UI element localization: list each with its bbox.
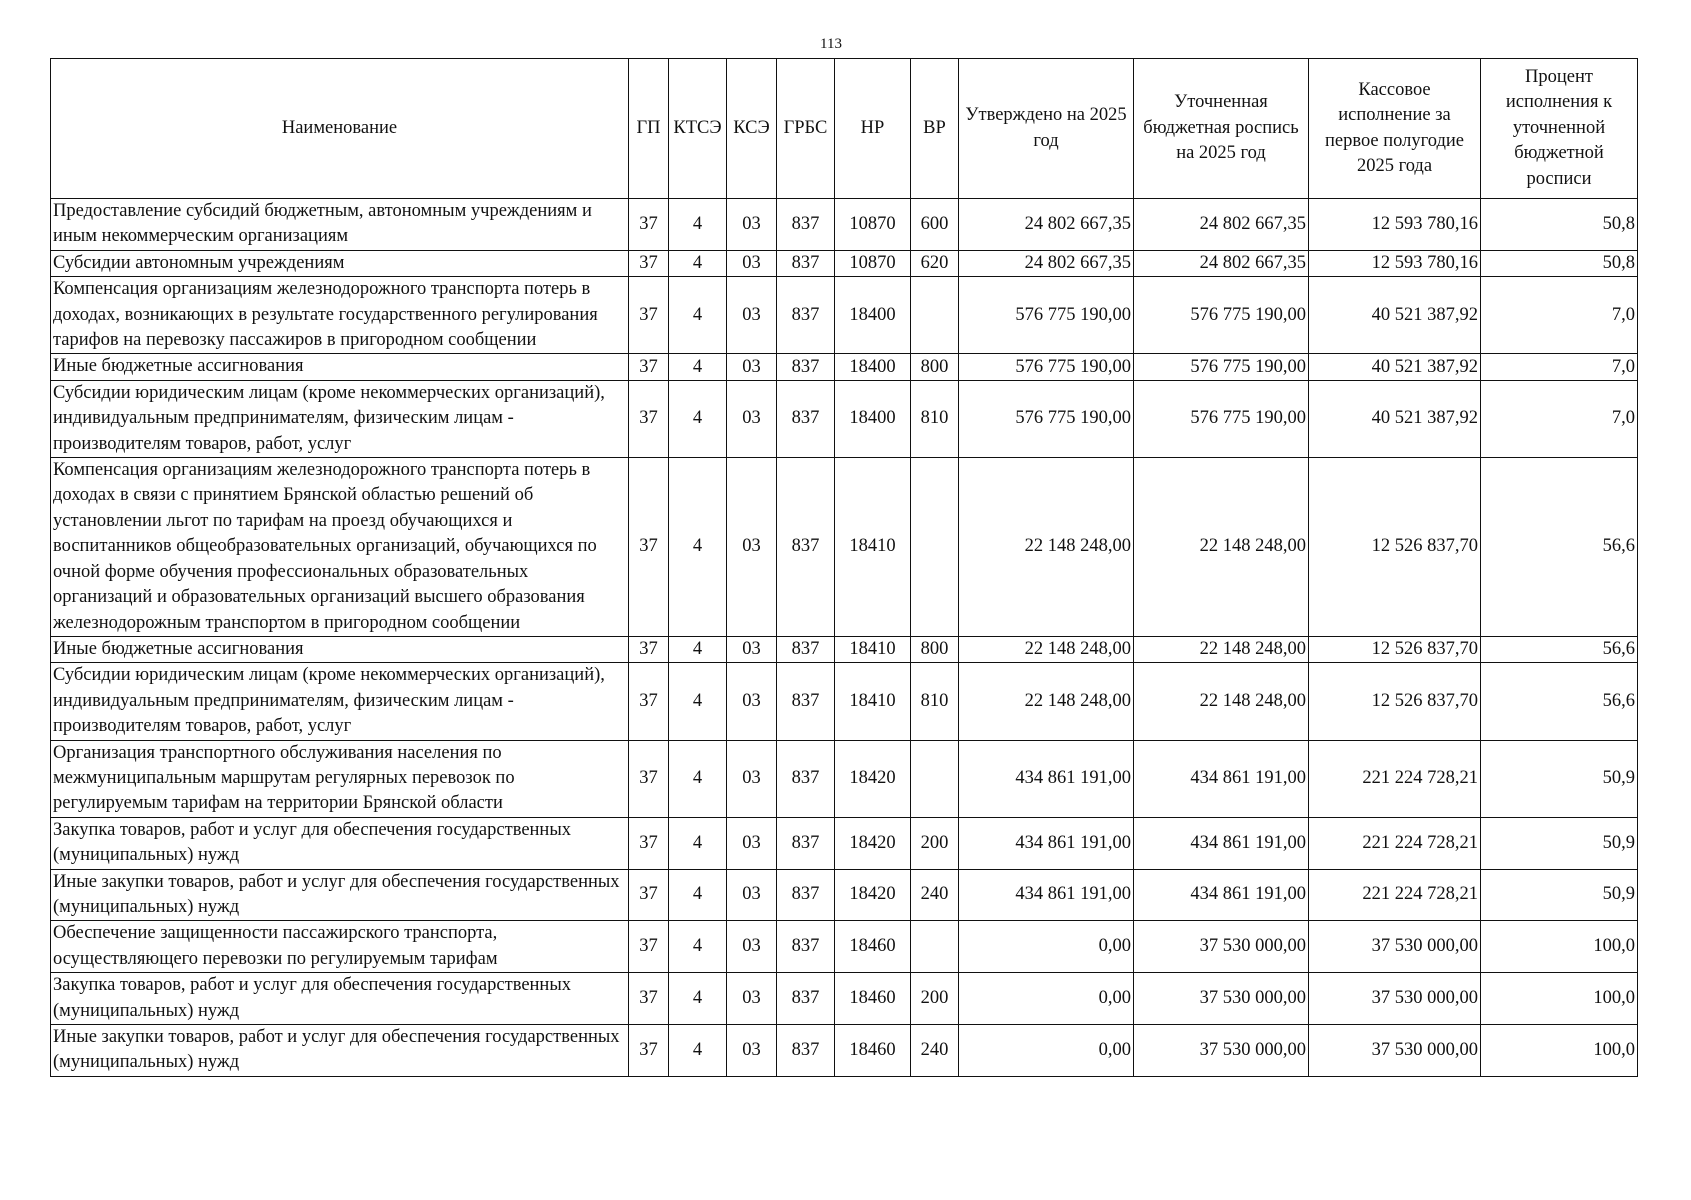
- cell-name: Субсидии юридическим лицам (кроме некоммерческих организаций), индивидуальным предпринимателям, физическим лицам - производителям товаров, работ, услуг: [51, 663, 629, 740]
- cell-grbs: 837: [777, 458, 835, 637]
- cell-approved: 0,00: [959, 1025, 1134, 1077]
- cell-approved: 22 148 248,00: [959, 663, 1134, 740]
- cell-ktse: 4: [669, 1025, 727, 1077]
- cell-grbs: 837: [777, 921, 835, 973]
- header-cash: Кассовое исполнение за первое полугодие 2025 года: [1309, 59, 1481, 199]
- cell-gp: 37: [629, 817, 669, 869]
- header-grbs: ГРБС: [777, 59, 835, 199]
- cell-grbs: 837: [777, 973, 835, 1025]
- cell-np: 18460: [835, 921, 911, 973]
- cell-kse: 03: [727, 354, 777, 380]
- cell-percent: 56,6: [1481, 663, 1638, 740]
- table-row: [51, 250, 1638, 276]
- cell-refined: 37 530 000,00: [1134, 973, 1309, 1025]
- cell-name: Обеспечение защищенности пассажирского транспорта, осуществляющего перевозки по регулируемым тарифам: [51, 921, 629, 973]
- cell-gp: 37: [629, 740, 669, 817]
- cell-kse: 03: [727, 458, 777, 637]
- cell-vr: [911, 277, 959, 354]
- cell-percent: 100,0: [1481, 1025, 1638, 1077]
- cell-refined: 37 530 000,00: [1134, 921, 1309, 973]
- cell-percent: 7,0: [1481, 277, 1638, 354]
- cell-grbs: 837: [777, 380, 835, 457]
- cell-ktse: 4: [669, 869, 727, 921]
- table-row: [51, 636, 1638, 662]
- cell-refined: 24 802 667,35: [1134, 250, 1309, 276]
- header-vr: ВР: [911, 59, 959, 199]
- cell-approved: 434 861 191,00: [959, 740, 1134, 817]
- cell-np: 10870: [835, 250, 911, 276]
- cell-approved: 434 861 191,00: [959, 817, 1134, 869]
- cell-name: Закупка товаров, работ и услуг для обеспечения государственных (муниципальных) нужд: [51, 973, 629, 1025]
- cell-name: Субсидии автономным учреждениям: [51, 250, 629, 276]
- cell-percent: 50,9: [1481, 869, 1638, 921]
- cell-percent: 100,0: [1481, 973, 1638, 1025]
- table-row: [51, 277, 1638, 354]
- cell-name: Компенсация организациям железнодорожного транспорта потерь в доходах в связи с принятием Брянской областью решений об установлении льгот по тарифам на проезд обучающихся и воспитанников общеобразовательных организаций, обучающихся по очной форме обучения профессиональных образовательных организаций и образовательных организаций высшего образования железнодорожным транспортом в пригородном сообщении: [51, 458, 629, 637]
- budget-execution-table: [50, 58, 1638, 1077]
- cell-cash: 37 530 000,00: [1309, 921, 1481, 973]
- cell-cash: 12 593 780,16: [1309, 199, 1481, 251]
- header-ktse: КТСЭ: [669, 59, 727, 199]
- cell-refined: 24 802 667,35: [1134, 199, 1309, 251]
- cell-approved: 24 802 667,35: [959, 199, 1134, 251]
- cell-ktse: 4: [669, 921, 727, 973]
- cell-kse: 03: [727, 1025, 777, 1077]
- cell-ktse: 4: [669, 636, 727, 662]
- cell-refined: 22 148 248,00: [1134, 636, 1309, 662]
- cell-cash: 40 521 387,92: [1309, 354, 1481, 380]
- cell-name: Компенсация организациям железнодорожного транспорта потерь в доходах, возникающих в результате государственного регулирования тарифов на перевозку пассажиров в пригородном сообщении: [51, 277, 629, 354]
- cell-grbs: 837: [777, 199, 835, 251]
- cell-percent: 50,9: [1481, 740, 1638, 817]
- table-row: [51, 973, 1638, 1025]
- cell-np: 10870: [835, 199, 911, 251]
- cell-refined: 434 861 191,00: [1134, 740, 1309, 817]
- cell-np: 18420: [835, 869, 911, 921]
- cell-approved: 0,00: [959, 921, 1134, 973]
- cell-kse: 03: [727, 250, 777, 276]
- cell-gp: 37: [629, 199, 669, 251]
- cell-cash: 221 224 728,21: [1309, 740, 1481, 817]
- cell-refined: 576 775 190,00: [1134, 380, 1309, 457]
- cell-percent: 7,0: [1481, 354, 1638, 380]
- cell-grbs: 837: [777, 277, 835, 354]
- cell-percent: 56,6: [1481, 636, 1638, 662]
- table-row: [51, 740, 1638, 817]
- cell-refined: 576 775 190,00: [1134, 354, 1309, 380]
- cell-refined: 576 775 190,00: [1134, 277, 1309, 354]
- cell-cash: 12 526 837,70: [1309, 636, 1481, 662]
- cell-vr: [911, 458, 959, 637]
- cell-grbs: 837: [777, 636, 835, 662]
- cell-gp: 37: [629, 921, 669, 973]
- cell-grbs: 837: [777, 354, 835, 380]
- cell-np: 18400: [835, 277, 911, 354]
- cell-approved: 576 775 190,00: [959, 277, 1134, 354]
- cell-ktse: 4: [669, 973, 727, 1025]
- cell-approved: 0,00: [959, 973, 1134, 1025]
- header-refined: Уточненная бюджетная роспись на 2025 год: [1134, 59, 1309, 199]
- cell-kse: 03: [727, 817, 777, 869]
- table-header-row: [51, 59, 1638, 199]
- cell-name: Субсидии юридическим лицам (кроме некоммерческих организаций), индивидуальным предпринимателям, физическим лицам - производителям товаров, работ, услуг: [51, 380, 629, 457]
- cell-vr: 240: [911, 869, 959, 921]
- cell-kse: 03: [727, 277, 777, 354]
- cell-ktse: 4: [669, 740, 727, 817]
- cell-vr: 200: [911, 973, 959, 1025]
- cell-cash: 40 521 387,92: [1309, 380, 1481, 457]
- cell-vr: 810: [911, 380, 959, 457]
- cell-np: 18410: [835, 636, 911, 662]
- cell-percent: 100,0: [1481, 921, 1638, 973]
- cell-name: Предоставление субсидий бюджетным, автономным учреждениям и иным некоммерческим организациям: [51, 199, 629, 251]
- cell-vr: 810: [911, 663, 959, 740]
- cell-ktse: 4: [669, 458, 727, 637]
- cell-kse: 03: [727, 636, 777, 662]
- cell-kse: 03: [727, 973, 777, 1025]
- header-np: НР: [835, 59, 911, 199]
- cell-approved: 434 861 191,00: [959, 869, 1134, 921]
- cell-ktse: 4: [669, 817, 727, 869]
- table-row: [51, 663, 1638, 740]
- cell-refined: 434 861 191,00: [1134, 817, 1309, 869]
- cell-kse: 03: [727, 869, 777, 921]
- cell-grbs: 837: [777, 663, 835, 740]
- cell-refined: 37 530 000,00: [1134, 1025, 1309, 1077]
- header-kse: КСЭ: [727, 59, 777, 199]
- cell-gp: 37: [629, 380, 669, 457]
- cell-grbs: 837: [777, 740, 835, 817]
- cell-kse: 03: [727, 380, 777, 457]
- header-approved: Утверждено на 2025 год: [959, 59, 1134, 199]
- table-row: [51, 1025, 1638, 1077]
- cell-grbs: 837: [777, 817, 835, 869]
- cell-cash: 12 526 837,70: [1309, 663, 1481, 740]
- cell-vr: 240: [911, 1025, 959, 1077]
- cell-name: Иные бюджетные ассигнования: [51, 354, 629, 380]
- table-row: [51, 921, 1638, 973]
- cell-ktse: 4: [669, 250, 727, 276]
- cell-gp: 37: [629, 458, 669, 637]
- cell-kse: 03: [727, 740, 777, 817]
- cell-name: Иные бюджетные ассигнования: [51, 636, 629, 662]
- cell-vr: 600: [911, 199, 959, 251]
- cell-np: 18410: [835, 458, 911, 637]
- cell-cash: 221 224 728,21: [1309, 817, 1481, 869]
- cell-percent: 7,0: [1481, 380, 1638, 457]
- cell-name: Иные закупки товаров, работ и услуг для обеспечения государственных (муниципальных) нужд: [51, 869, 629, 921]
- cell-kse: 03: [727, 199, 777, 251]
- table-row: [51, 380, 1638, 457]
- cell-grbs: 837: [777, 1025, 835, 1077]
- cell-vr: 200: [911, 817, 959, 869]
- cell-gp: 37: [629, 354, 669, 380]
- cell-grbs: 837: [777, 250, 835, 276]
- cell-cash: 12 526 837,70: [1309, 458, 1481, 637]
- cell-refined: 22 148 248,00: [1134, 663, 1309, 740]
- cell-gp: 37: [629, 636, 669, 662]
- cell-ktse: 4: [669, 199, 727, 251]
- cell-gp: 37: [629, 1025, 669, 1077]
- cell-percent: 56,6: [1481, 458, 1638, 637]
- cell-refined: 434 861 191,00: [1134, 869, 1309, 921]
- cell-np: 18410: [835, 663, 911, 740]
- cell-ktse: 4: [669, 380, 727, 457]
- cell-np: 18400: [835, 380, 911, 457]
- table-row: [51, 354, 1638, 380]
- cell-kse: 03: [727, 921, 777, 973]
- cell-percent: 50,8: [1481, 199, 1638, 251]
- cell-approved: 22 148 248,00: [959, 636, 1134, 662]
- cell-vr: 620: [911, 250, 959, 276]
- cell-vr: [911, 921, 959, 973]
- header-name: Наименование: [51, 59, 629, 199]
- cell-approved: 576 775 190,00: [959, 354, 1134, 380]
- cell-cash: 40 521 387,92: [1309, 277, 1481, 354]
- cell-name: Закупка товаров, работ и услуг для обеспечения государственных (муниципальных) нужд: [51, 817, 629, 869]
- cell-gp: 37: [629, 277, 669, 354]
- cell-np: 18420: [835, 817, 911, 869]
- cell-cash: 37 530 000,00: [1309, 1025, 1481, 1077]
- cell-percent: 50,8: [1481, 250, 1638, 276]
- cell-ktse: 4: [669, 663, 727, 740]
- cell-name: Иные закупки товаров, работ и услуг для обеспечения государственных (муниципальных) нужд: [51, 1025, 629, 1077]
- cell-gp: 37: [629, 250, 669, 276]
- cell-np: 18400: [835, 354, 911, 380]
- table-row: [51, 817, 1638, 869]
- cell-vr: [911, 740, 959, 817]
- table-row: [51, 458, 1638, 637]
- cell-refined: 22 148 248,00: [1134, 458, 1309, 637]
- cell-ktse: 4: [669, 354, 727, 380]
- cell-cash: 37 530 000,00: [1309, 973, 1481, 1025]
- cell-approved: 576 775 190,00: [959, 380, 1134, 457]
- header-gp: ГП: [629, 59, 669, 199]
- table-row: [51, 199, 1638, 251]
- cell-gp: 37: [629, 869, 669, 921]
- cell-kse: 03: [727, 663, 777, 740]
- cell-np: 18460: [835, 973, 911, 1025]
- cell-percent: 50,9: [1481, 817, 1638, 869]
- cell-cash: 221 224 728,21: [1309, 869, 1481, 921]
- cell-np: 18420: [835, 740, 911, 817]
- table-body: [51, 199, 1638, 1077]
- cell-approved: 24 802 667,35: [959, 250, 1134, 276]
- cell-grbs: 837: [777, 869, 835, 921]
- table-row: [51, 869, 1638, 921]
- cell-name: Организация транспортного обслуживания населения по межмуниципальным маршрутам регулярных перевозок по регулируемым тарифам на территории Брянской области: [51, 740, 629, 817]
- page-number: 113: [820, 36, 842, 52]
- cell-np: 18460: [835, 1025, 911, 1077]
- cell-vr: 800: [911, 636, 959, 662]
- header-percent: Процент исполнения к уточненной бюджетной росписи: [1481, 59, 1638, 199]
- cell-approved: 22 148 248,00: [959, 458, 1134, 637]
- cell-ktse: 4: [669, 277, 727, 354]
- cell-cash: 12 593 780,16: [1309, 250, 1481, 276]
- cell-gp: 37: [629, 973, 669, 1025]
- cell-gp: 37: [629, 663, 669, 740]
- cell-vr: 800: [911, 354, 959, 380]
